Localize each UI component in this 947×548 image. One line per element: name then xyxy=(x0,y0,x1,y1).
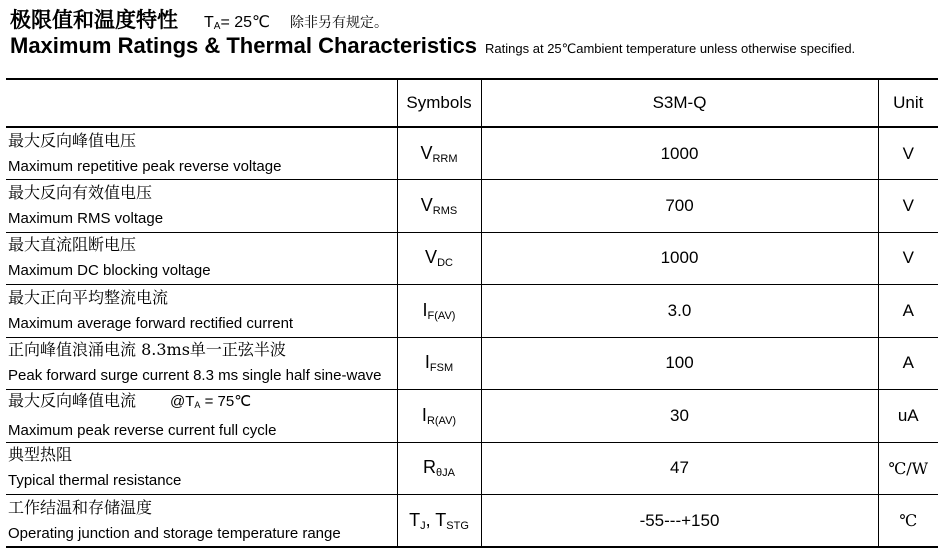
row-symbol xyxy=(397,285,481,338)
condition-value: = 25℃ xyxy=(220,14,271,31)
header-symbols: Symbols xyxy=(397,79,481,127)
description-chinese: 最大直流阻断电压 xyxy=(8,235,137,255)
row-symbol xyxy=(397,390,481,443)
title-english: Maximum Ratings & Thermal Characteristics xyxy=(10,33,478,58)
description-english: Maximum DC blocking voltage xyxy=(8,262,211,280)
row-unit: A xyxy=(878,285,938,338)
row-symbol xyxy=(397,442,481,495)
condition-subscript: A xyxy=(213,21,221,32)
row-description xyxy=(6,232,397,285)
note-english: Ratings at 25℃ambient temperature unless otherwise specified. xyxy=(485,41,856,56)
test-condition xyxy=(170,392,251,415)
row-unit: A xyxy=(878,337,938,390)
description-chinese: 最大正向平均整流电流 xyxy=(8,287,169,307)
symbol-subscript: θJA xyxy=(436,467,455,480)
row-symbol xyxy=(397,180,481,233)
symbol-main-2: , T xyxy=(425,509,447,530)
row-symbol xyxy=(397,127,481,180)
row-description xyxy=(6,442,397,495)
header-unit: Unit xyxy=(878,79,938,127)
symbol-subscript: F(AV) xyxy=(427,309,456,322)
table-row xyxy=(6,285,938,338)
symbol-subscript: RMS xyxy=(432,204,458,217)
symbol-subscript-2: STG xyxy=(446,519,469,532)
row-unit: V xyxy=(878,232,938,285)
description-english: Peak forward surge current 8.3 ms single half sine-wave xyxy=(8,367,382,385)
description-chinese: 最大反向峰值电压 xyxy=(8,130,137,150)
table-row xyxy=(6,442,938,495)
table-row xyxy=(6,180,938,233)
symbol-main: V xyxy=(425,247,438,268)
table-row xyxy=(6,232,938,285)
row-unit: ℃ xyxy=(878,495,938,548)
row-symbol xyxy=(397,337,481,390)
condition-subscript: A xyxy=(194,399,201,410)
condition-value: = 75℃ xyxy=(200,392,252,410)
row-description xyxy=(6,390,397,443)
symbol-subscript: R(AV) xyxy=(426,414,457,427)
ambient-condition xyxy=(204,12,270,32)
row-value: 100 xyxy=(481,337,878,390)
row-unit: V xyxy=(878,127,938,180)
symbol-subscript: DC xyxy=(437,257,453,270)
symbol-main: V xyxy=(420,194,433,215)
table-row xyxy=(6,390,938,443)
description-english: Maximum average forward rectified current xyxy=(8,314,294,332)
symbol-subscript: RRM xyxy=(432,152,458,165)
symbol-main: T xyxy=(409,509,421,530)
row-symbol xyxy=(397,232,481,285)
description-chinese: 工作结温和存储温度 xyxy=(8,497,153,517)
table-row xyxy=(6,337,938,390)
row-value: 47 xyxy=(481,442,878,495)
row-value: 1000 xyxy=(481,232,878,285)
description-chinese: 最大反向峰值电流 xyxy=(8,390,137,410)
description-english: Maximum RMS voltage xyxy=(8,209,164,227)
row-value: 700 xyxy=(481,180,878,233)
description-english: Typical thermal resistance xyxy=(8,472,182,490)
row-value: 3.0 xyxy=(481,285,878,338)
header-part-number: S3M-Q xyxy=(481,79,878,127)
description-chinese: 正向峰值浪涌电流 8.3ms单一正弦半波 xyxy=(8,340,286,360)
row-unit: V xyxy=(878,180,938,233)
description-english: Operating junction and storage temperature range xyxy=(8,524,341,542)
table-row xyxy=(6,495,938,548)
row-unit: uA xyxy=(878,390,938,443)
row-value: 30 xyxy=(481,390,878,443)
symbol-main: R xyxy=(423,457,437,478)
symbol-main: I xyxy=(421,404,427,425)
title-chinese: 极限值和温度特性 xyxy=(10,8,178,32)
ratings-table xyxy=(6,78,938,548)
row-description xyxy=(6,180,397,233)
symbol-main: V xyxy=(420,142,433,163)
title-english-line xyxy=(10,33,855,63)
table-row xyxy=(6,127,938,180)
note-chinese: 除非另有规定。 xyxy=(290,15,389,31)
row-description xyxy=(6,337,397,390)
row-description xyxy=(6,127,397,180)
description-chinese: 典型热阻 xyxy=(8,445,73,465)
description-chinese: 最大反向有效值电压 xyxy=(8,182,153,202)
condition-symbol: @T xyxy=(170,392,195,410)
table-header-row xyxy=(6,79,938,127)
description-english: Maximum repetitive peak reverse voltage xyxy=(8,157,282,175)
description-english: Maximum peak reverse current full cycle xyxy=(8,421,277,439)
symbol-main: I xyxy=(424,352,430,373)
row-value: -55---+150 xyxy=(481,495,878,548)
row-symbol xyxy=(397,495,481,548)
row-description xyxy=(6,495,397,548)
row-description xyxy=(6,285,397,338)
title-chinese-line xyxy=(10,4,388,34)
symbol-main: I xyxy=(422,299,428,320)
condition-symbol: T xyxy=(204,14,214,31)
header-description xyxy=(6,79,397,127)
row-unit: ℃/W xyxy=(878,442,938,495)
symbol-subscript: J xyxy=(420,519,426,532)
symbol-subscript: FSM xyxy=(429,362,454,375)
row-value: 1000 xyxy=(481,127,878,180)
